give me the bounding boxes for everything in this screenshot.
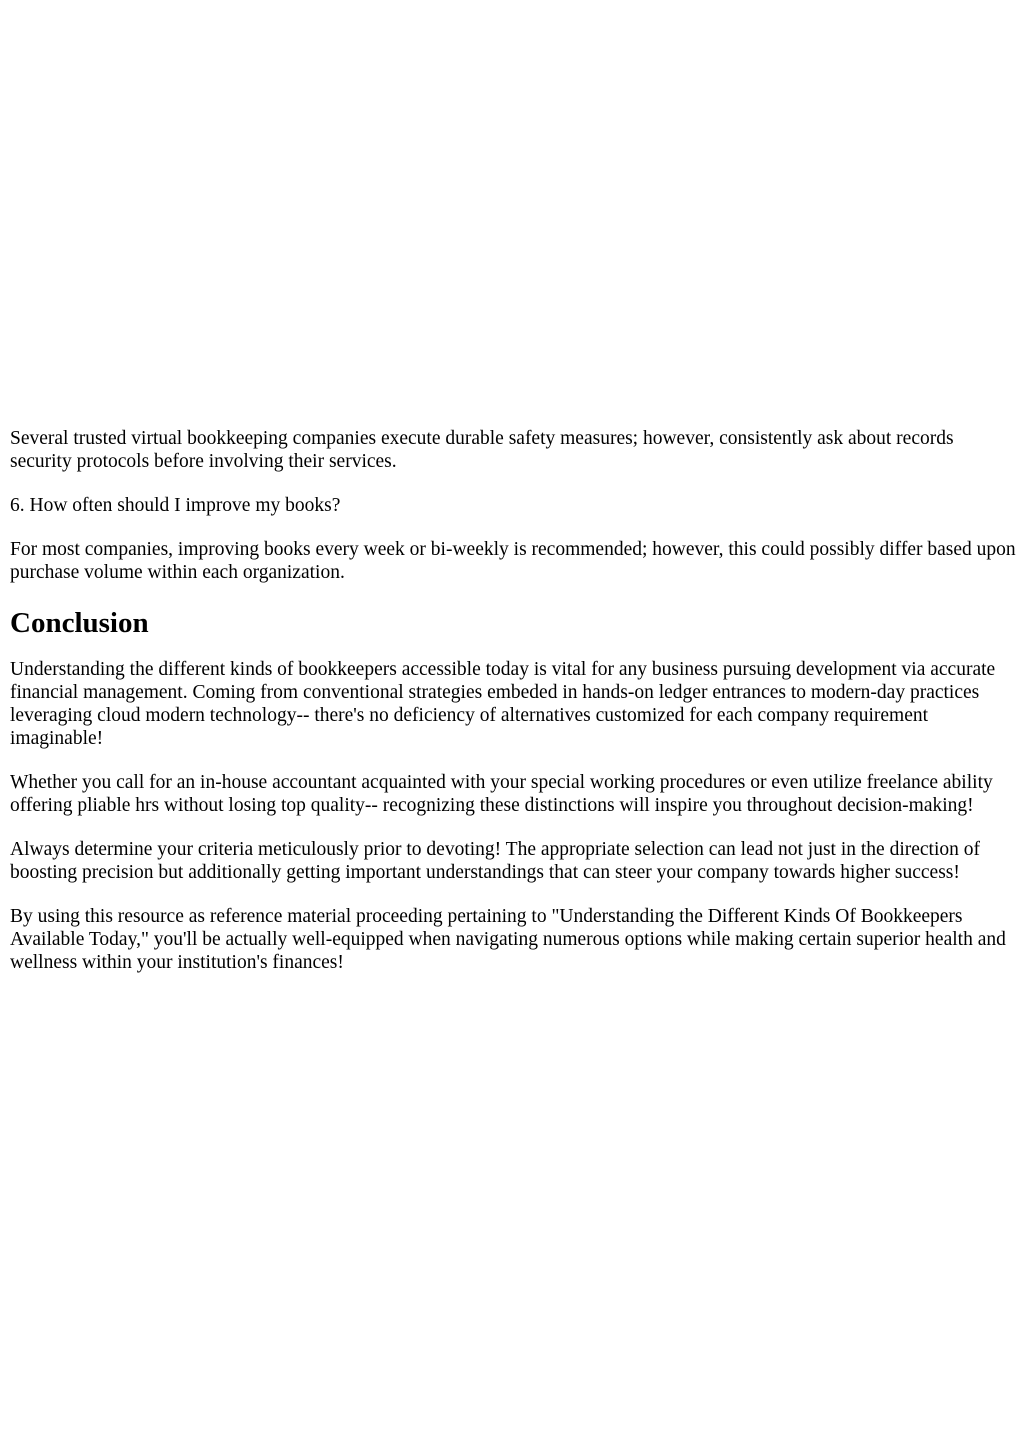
conclusion-paragraph-2: Whether you call for an in-house accountant acquainted with your special working procedures or even utilize freelance ability offering pliable hrs without losing top quality-- recognizing these distinctions will inspire you throughout decision-making! — [10, 772, 993, 816]
conclusion-paragraph-1: Understanding the different kinds of bookkeepers accessible today is vital for any business pursuing development via accurate financial management. Coming from conventional strategies embeded in hands-on ledger entrances to modern-day practices leveraging cloud modern technology-- there's no deficiency of alternatives customized for each company requirement imaginable! — [10, 659, 996, 749]
faq-question-6: 6. How often should I improve my books? — [10, 495, 341, 516]
faq-answer-6: For most companies, improving books every week or bi-weekly is recommended; however, this could possibly differ based upon purchase volume within each organization. — [10, 539, 1016, 583]
article-content — [10, 427, 1016, 995]
conclusion-paragraph-4: By using this resource as reference material proceeding pertaining to "Understanding the Different Kinds Of Bookkeepers Available Today," you'll be actually well-equipped when navigating numerous options while making certain superior health and wellness within your institution's finances! — [10, 906, 1006, 973]
faq-answer-5: Several trusted virtual bookkeeping companies execute durable safety measures; however, consistently ask about records security protocols before involving their services. — [10, 428, 954, 472]
conclusion-heading: Conclusion — [10, 607, 149, 639]
conclusion-paragraph-3: Always determine your criteria meticulously prior to devoting! The appropriate selection can lead not just in the direction of boosting precision but additionally getting important understandings that can steer your company towards higher success! — [10, 839, 981, 883]
